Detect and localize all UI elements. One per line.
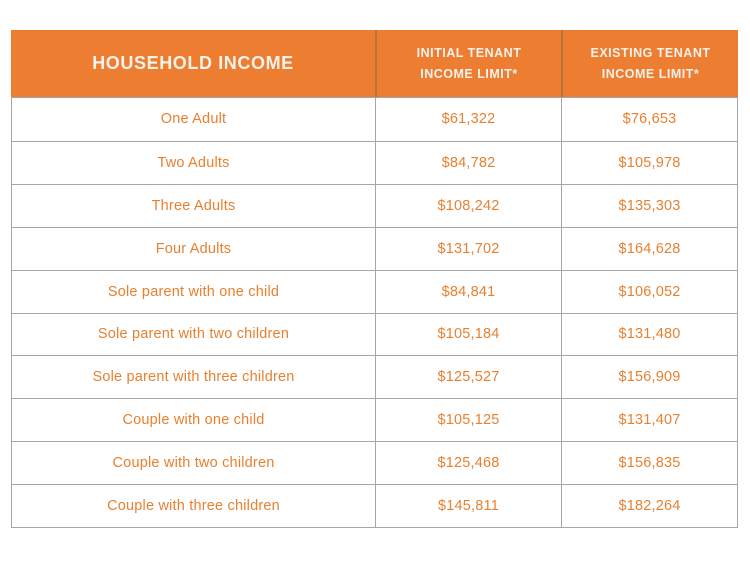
cell-household: Three Adults — [151, 197, 236, 214]
cell-household: Couple with two children — [112, 455, 275, 472]
cell-existing-limit: $156,909 — [561, 356, 737, 398]
cell-initial-limit: $131,702 — [375, 228, 561, 270]
header-initial-tenant-line1: INITIAL TENANT — [416, 45, 522, 60]
cell-existing-limit: $182,264 — [561, 485, 737, 527]
table-row-sole-parent-two-children — [12, 313, 737, 356]
table-row-one-adult — [12, 98, 737, 141]
header-cell-initial-tenant — [375, 30, 561, 97]
cell-household: Two Adults — [157, 154, 230, 171]
cell-household: Couple with three children — [107, 498, 280, 515]
cell-initial-limit: $108,242 — [375, 185, 561, 227]
cell-initial-limit: $61,322 — [375, 98, 561, 141]
cell-household: Sole parent with three children — [92, 369, 295, 386]
table-row-three-adults — [12, 184, 737, 227]
header-cell-existing-tenant — [561, 30, 738, 97]
table-row-sole-parent-three-children — [12, 355, 737, 398]
cell-initial-limit: $84,782 — [375, 142, 561, 184]
income-limits-table — [11, 30, 738, 528]
cell-initial-limit: $125,468 — [375, 442, 561, 484]
cell-existing-limit: $135,303 — [561, 185, 737, 227]
cell-household: Sole parent with one child — [107, 283, 280, 300]
table-row-two-adults — [12, 141, 737, 184]
cell-initial-limit: $125,527 — [375, 356, 561, 398]
table-row-sole-parent-one-child — [12, 270, 737, 313]
table-row-couple-three-children — [12, 484, 737, 527]
table-row-four-adults — [12, 227, 737, 270]
cell-household: One Adult — [160, 111, 227, 128]
cell-existing-limit: $156,835 — [561, 442, 737, 484]
header-household-income-label: HOUSEHOLD INCOME — [92, 53, 294, 73]
cell-existing-limit: $131,407 — [561, 399, 737, 441]
header-initial-tenant-line2: INCOME LIMIT* — [420, 66, 518, 81]
header-cell-household-income — [11, 30, 375, 97]
header-existing-tenant-line1: EXISTING TENANT — [590, 45, 711, 60]
header-existing-tenant-line2: INCOME LIMIT* — [601, 66, 700, 81]
cell-initial-limit: $84,841 — [375, 271, 561, 313]
cell-initial-limit: $145,811 — [375, 485, 561, 527]
cell-household: Sole parent with two children — [97, 326, 290, 343]
cell-initial-limit: $105,125 — [375, 399, 561, 441]
cell-household: Couple with one child — [122, 412, 265, 429]
cell-existing-limit: $105,978 — [561, 142, 737, 184]
table-header-row — [11, 30, 738, 97]
table-row-couple-one-child — [12, 398, 737, 441]
cell-existing-limit: $164,628 — [561, 228, 737, 270]
table-body — [11, 97, 738, 528]
table-row-couple-two-children — [12, 441, 737, 484]
cell-initial-limit: $105,184 — [375, 314, 561, 356]
cell-existing-limit: $106,052 — [561, 271, 737, 313]
cell-existing-limit: $76,653 — [561, 98, 737, 141]
cell-existing-limit: $131,480 — [561, 314, 737, 356]
cell-household: Four Adults — [155, 240, 232, 257]
